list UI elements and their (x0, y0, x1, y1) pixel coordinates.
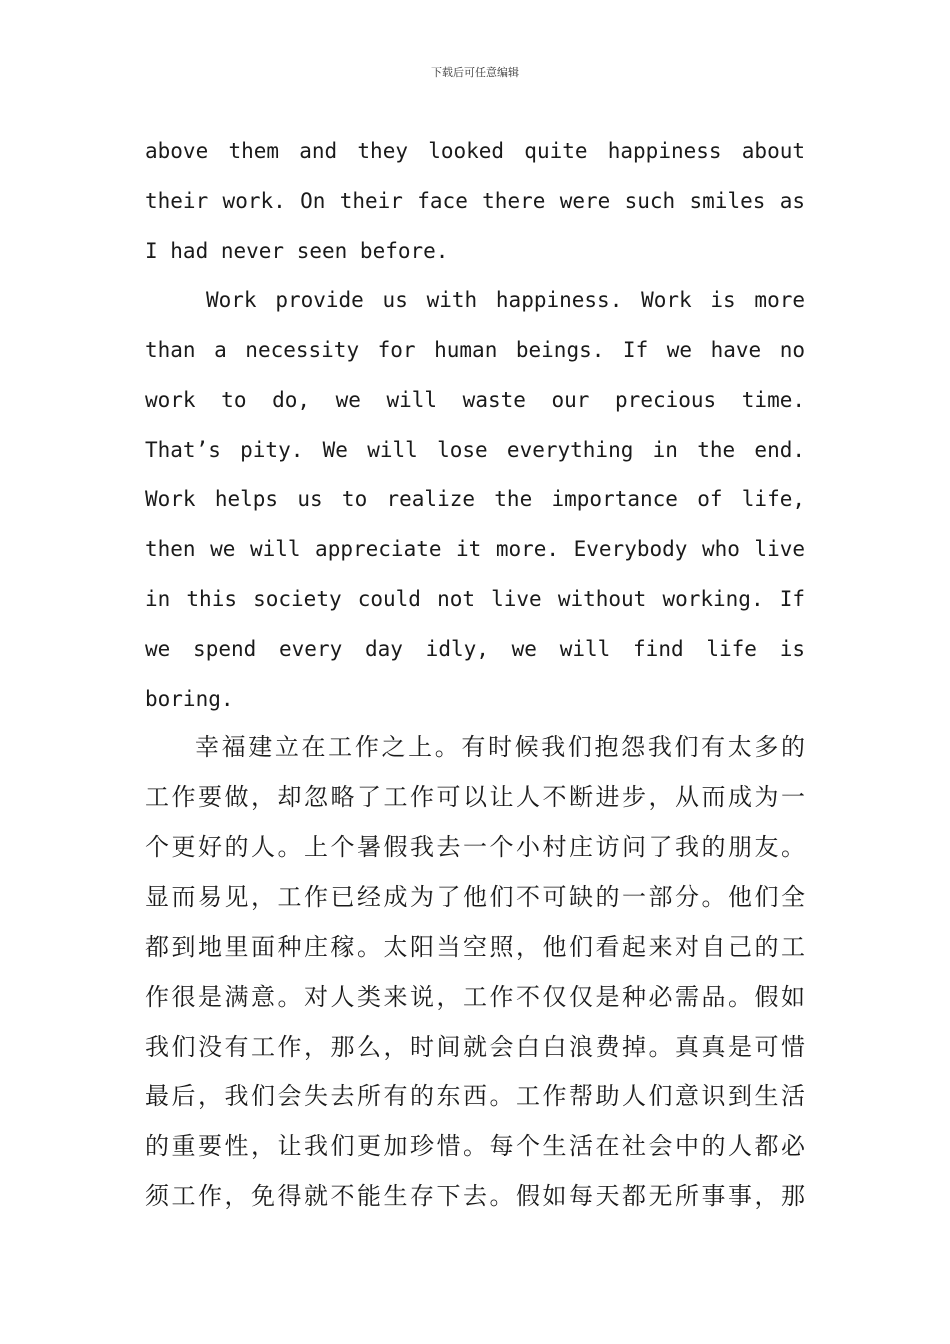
english-para2-line-1: Work provide us with happiness. Work is more (206, 288, 805, 312)
chinese-line-6: 作很是满意。对人类来说，工作不仅仅是种必需品。假如 (145, 983, 805, 1011)
page-header: 下载后可任意编辑 (431, 66, 519, 79)
english-para2-line-6: then we will appreciate it more. Everybody who live (145, 537, 805, 561)
english-para1-line-1: above them and they looked quite happiness about (145, 139, 805, 163)
english-para1-line-2: their work. On their face there were such smiles as (145, 189, 805, 213)
chinese-line-3: 个更好的人。上个暑假我去一个小村庄访问了我的朋友。 (145, 833, 805, 861)
english-para2-line-5: Work helps us to realize the importance of life, (145, 487, 805, 511)
english-para2-line-9: boring. (145, 687, 234, 711)
chinese-line-10: 须工作，免得就不能生存下去。假如每天都无所事事，那 (145, 1182, 805, 1210)
english-para2-line-4: That’s pity. We will lose everything in the end. (145, 438, 805, 462)
chinese-line-5: 都到地里面种庄稼。太阳当空照，他们看起来对自己的工 (145, 933, 805, 961)
english-para2-line-3: work to do, we will waste our precious time. (145, 388, 805, 412)
english-para1-line-3: I had never seen before. (145, 239, 449, 263)
chinese-line-9: 的重要性，让我们更加珍惜。每个生活在社会中的人都必 (145, 1132, 805, 1160)
chinese-line-4: 显而易见，工作已经成为了他们不可缺的一部分。他们全 (145, 883, 805, 911)
english-para2-line-2: than a necessity for human beings. If we have no (145, 338, 805, 362)
chinese-line-8: 最后，我们会失去所有的东西。工作帮助人们意识到生活 (145, 1082, 805, 1110)
english-para2-line-7: in this society could not live without working. If (145, 587, 805, 611)
english-para2-line-8: we spend every day idly, we will find life is (145, 637, 805, 661)
chinese-line-1: 幸福建立在工作之上。有时候我们抱怨我们有太多的 (195, 733, 805, 761)
chinese-line-7: 我们没有工作，那么，时间就会白白浪费掉。真真是可惜 (145, 1033, 805, 1061)
chinese-line-2: 工作要做，却忽略了工作可以让人不断进步，从而成为一 (145, 783, 805, 811)
